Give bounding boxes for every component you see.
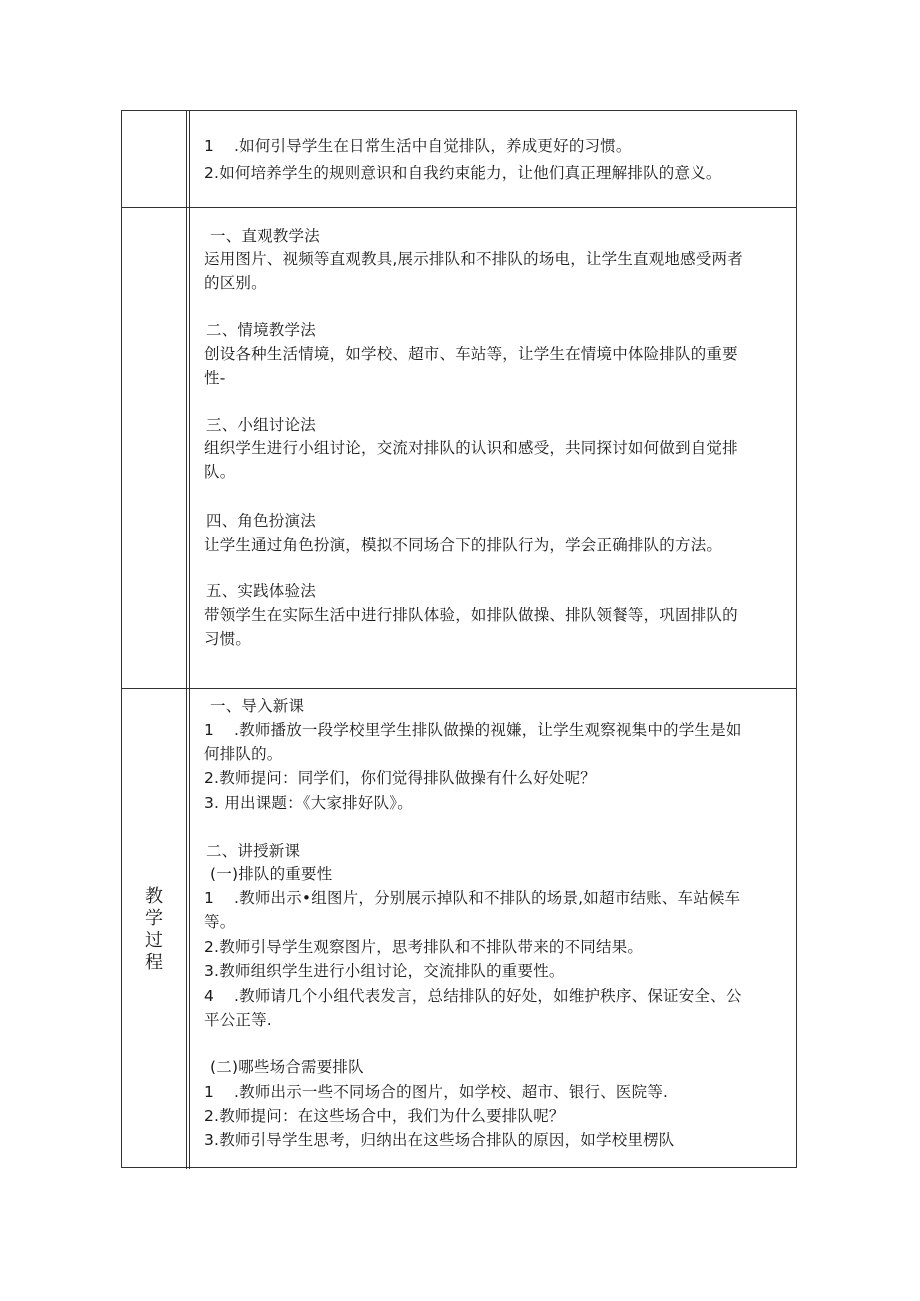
difficulties-label-cell [122, 111, 190, 207]
difficulty-item-2: 2.如何培养学生的规则意识和自我约束能力，让他们真正理解排队的意义。 [204, 164, 722, 182]
method-heading-3: 三、小组讨论法 [206, 416, 316, 434]
method-text: 组织学生进行小组讨论，交流对排队的认识和感受，共同探讨如何做到自觉排 [204, 439, 738, 457]
sub1-item: 1 .教师出示•组图片，分别展示掉队和不排队的场景,如超市结账、车站候车 [204, 889, 741, 907]
method-text: 习惯。 [204, 630, 252, 648]
sub1-item: 2.教师引导学生观察图片，思考排队和不排队带来的不同结果。 [204, 938, 644, 956]
process-label-char: 学 [145, 908, 163, 929]
sub1-item: 4 .教师请几个小组代表发言，总结排队的好处，如维护秩序、保证安全、公 [204, 987, 742, 1005]
process-label-char: 程 [145, 952, 163, 973]
method-text: 让学生通过角色扮演，模拟不同场合下的排队行为，学会正确排队的方法。 [204, 536, 723, 554]
method-text: 队。 [204, 463, 236, 481]
teach-heading: 二、讲授新课 [206, 842, 301, 860]
process-label-cell [122, 689, 190, 1169]
sub2-item: 2.教师提问：在这些场合中，我们为什么要排队呢？ [204, 1107, 565, 1125]
method-text: 带领学生在实际生活中进行排队体验，如排队做操、排队领餐等，巩固排队的 [204, 606, 738, 624]
method-text: 运用图片、视频等直观教具,展示排队和不排队的场电，让学生直观地感受两者 [204, 250, 743, 268]
sub2-item: 1 .教师出示一些不同场合的图片，如学校、超市、银行、医院等. [204, 1083, 669, 1101]
process-label-char: 过 [145, 930, 163, 951]
sub1-item: 3.教师组织学生进行小组讨论，交流排队的重要性。 [204, 962, 565, 980]
intro-item: 2.教师提问：同学们，你们觉得排队做操有什么好处呢？ [204, 769, 596, 787]
lesson-plan-table [121, 110, 797, 1168]
intro-item: 1 .教师播放一段学校里学生排队做操的视嫌，让学生观察视集中的学生是如 [204, 721, 742, 739]
methods-row [122, 208, 796, 689]
method-text: 的区别。 [204, 274, 267, 292]
sub1-heading: (一)排队的重要性 [210, 865, 333, 883]
intro-item: 3. 用出课题：《大家排好队》。 [204, 794, 413, 812]
intro-heading: 一、导入新课 [210, 697, 305, 715]
process-row [122, 689, 796, 1169]
method-heading-2: 二、情境教学法 [206, 321, 316, 339]
method-heading-5: 五、实践体验法 [206, 582, 316, 600]
sub2-heading: (二)哪些场合需要排队 [210, 1058, 364, 1076]
intro-item: 何排队的。 [204, 745, 283, 763]
sub1-item: 等。 [204, 913, 236, 931]
method-text: 性- [204, 369, 226, 387]
methods-label-cell [122, 208, 190, 688]
method-text: 创设各种生活情境，如学校、超市、车站等，让学生在情境中体险排队的重要 [204, 345, 738, 363]
process-label-char: 教 [145, 886, 163, 907]
sub1-item: 平公正等. [204, 1011, 272, 1029]
method-heading-1: 一、直观教学法 [210, 227, 320, 245]
difficulties-row [122, 111, 796, 208]
sub2-item: 3.教师引导学生思考，归纳出在这些场合排队的原因，如学校里楞队 [204, 1131, 675, 1149]
method-heading-4: 四、角色扮演法 [206, 512, 316, 530]
difficulty-item-1: 1 .如何引导学生在日常生活中自觉排队，养成更好的习惯。 [204, 137, 632, 155]
